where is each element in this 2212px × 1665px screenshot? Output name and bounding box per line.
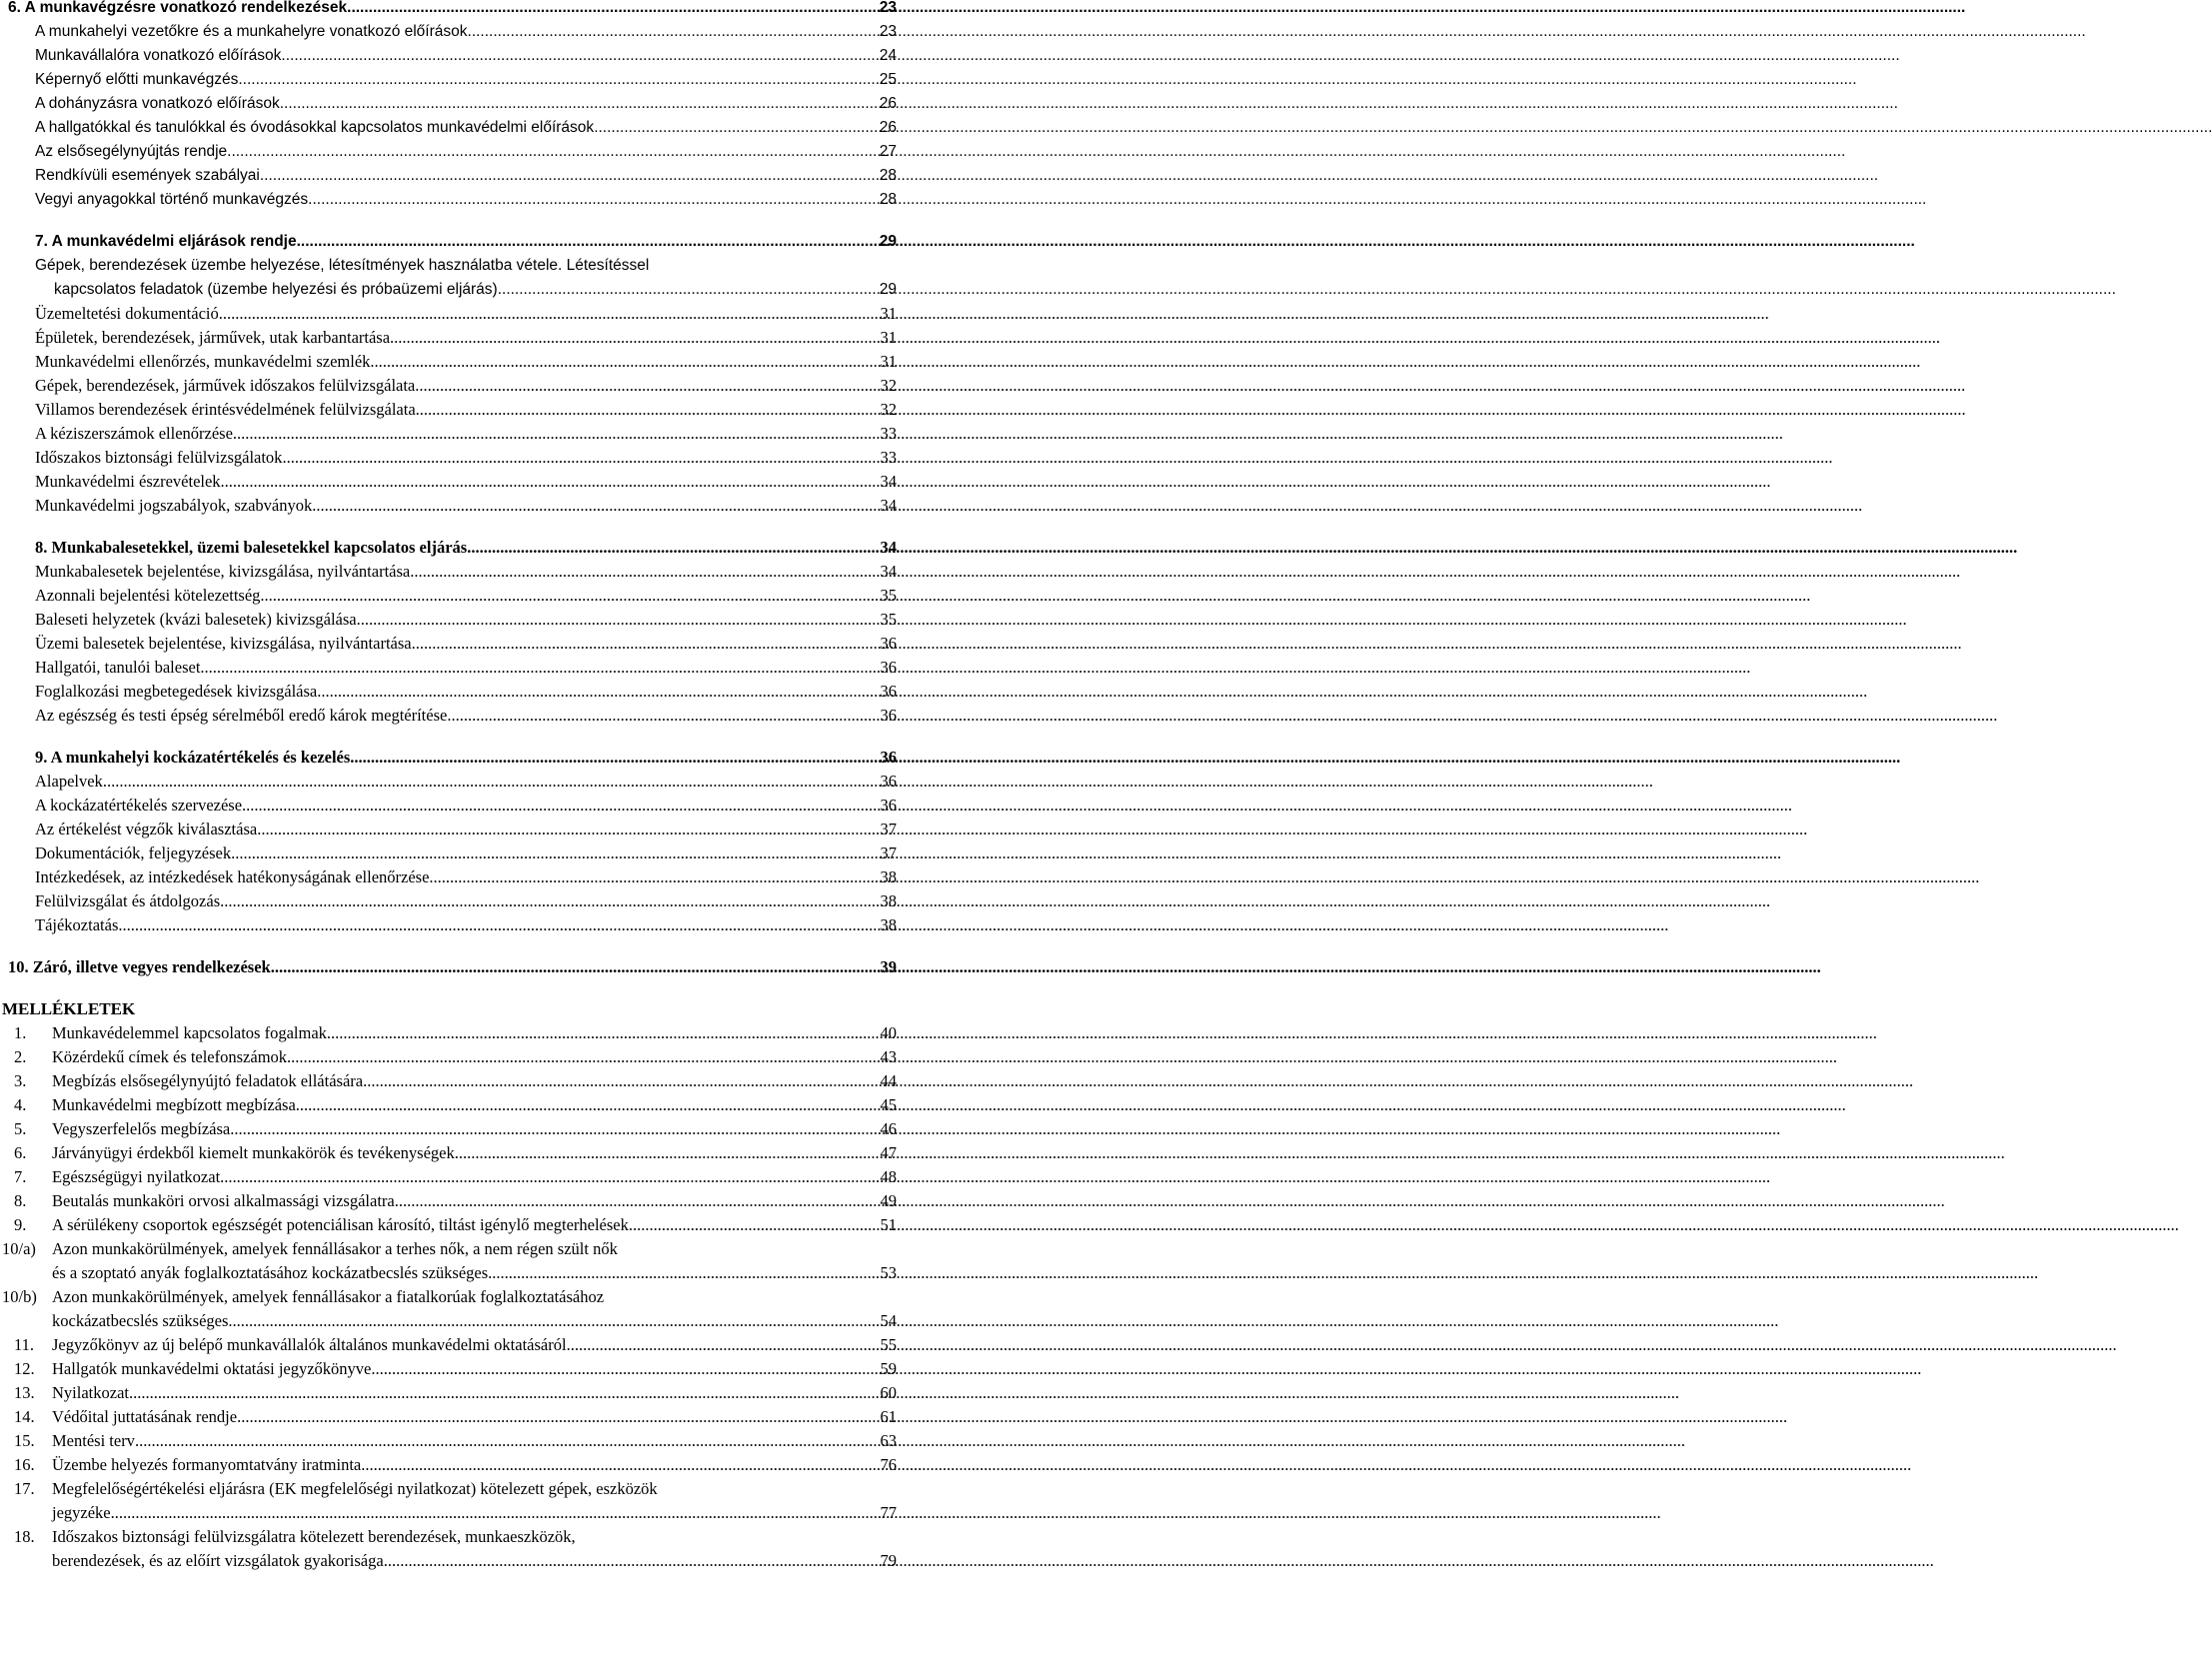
dot-leader: [242, 794, 879, 818]
toc-entry-page: 35: [880, 610, 897, 629]
toc-entry-page: 29: [879, 233, 897, 250]
appendix-number: 16.: [14, 1455, 35, 1474]
dot-leader: [257, 818, 879, 841]
toc-entry-title: Az elsősegélynyújtás rendje: [35, 143, 228, 160]
appendix-number: 13.: [14, 1383, 35, 1402]
toc-entry-page: 77: [880, 1503, 897, 1522]
toc-entry-title: Munkavédelmi ellenőrzés, munkavédelmi szemlék: [35, 352, 371, 371]
toc-entry-title: és a szoptató anyák foglalkoztatásához kockázatbecslés szükséges: [52, 1263, 489, 1282]
dot-leader: [327, 1021, 880, 1045]
appendix-number: 11.: [14, 1335, 35, 1354]
toc-entry[interactable]: [14, 1189, 897, 1213]
toc-entry-title: Jegyzőkönyv az új belépő munkavállalók általános munkavédelmi oktatásáról: [52, 1335, 567, 1354]
dot-leader: [228, 1309, 879, 1333]
toc-entry[interactable]: [14, 1453, 897, 1477]
appendix-heading: MELLÉKLETEK: [2, 999, 136, 1018]
toc-entry-title: Hallgatók munkavédelmi oktatási jegyzőkönyve: [52, 1359, 372, 1378]
toc-entry-title: A kéziszerszámok ellenőrzése: [35, 424, 233, 443]
toc-entry[interactable]: [35, 326, 897, 350]
toc-entry-page: 33: [880, 424, 897, 443]
toc-entry[interactable]: [35, 494, 897, 518]
appendix-number: 5.: [14, 1119, 27, 1138]
toc-entry-page: 36: [880, 634, 897, 653]
toc-entry[interactable]: [35, 68, 897, 92]
toc-entry[interactable]: [35, 374, 897, 398]
toc-entry-page: 36: [880, 748, 897, 767]
toc-entry-title: Gépek, berendezések, járművek időszakos felülvizsgálata: [35, 376, 416, 395]
toc-entry-page: 60: [880, 1383, 897, 1402]
toc-entry[interactable]: [35, 302, 897, 326]
toc-entry[interactable]: [35, 818, 897, 841]
toc-entry-page: 46: [880, 1119, 897, 1138]
toc-entry-page: 79: [880, 1551, 897, 1570]
toc-entry-title: Időszakos biztonsági felülvizsgálatra kötelezett berendezések, munkaeszközök,: [52, 1527, 576, 1546]
toc-entry-title: A munkahelyi vezetőkre és a munkahelyre vonatkozó előírások: [35, 23, 468, 40]
dot-leader: [271, 955, 880, 979]
toc-entry[interactable]: [35, 560, 897, 584]
dot-leader: [412, 632, 880, 656]
appendix-number: 15.: [14, 1431, 35, 1450]
toc-entry[interactable]: [35, 632, 897, 656]
dot-leader: [260, 584, 879, 608]
appendix-number: 18.: [14, 1527, 35, 1546]
dot-leader: [312, 494, 879, 518]
toc-entry-title: Munkavédelmi észrevételek: [35, 472, 221, 491]
toc-entry-title: Alapelvek: [35, 772, 103, 791]
toc-entry-title: A kockázatértékelés szervezése: [35, 796, 243, 815]
toc-entry-title: Munkavédelemmel kapcsolatos fogalmak: [52, 1023, 327, 1042]
toc-entry-title: Munkabalesetek bejelentése, kivizsgálása, nyilvántartása: [35, 562, 411, 581]
toc-entry[interactable]: [35, 140, 897, 164]
toc-entry-title: Rendkívüli események szabályai: [35, 167, 260, 184]
toc-entry-page: 36: [880, 772, 897, 791]
toc-entry-title: Időszakos biztonsági felülvizsgálatok: [35, 448, 283, 467]
toc-entry-page: 36: [880, 706, 897, 725]
appendix-number: 8.: [14, 1191, 27, 1210]
dot-leader: [363, 1069, 879, 1093]
toc-entry-page: 76: [880, 1455, 897, 1474]
toc-entry[interactable]: [14, 1021, 897, 1045]
toc-entry[interactable]: [52, 1501, 897, 1525]
toc-entry-page: 26: [879, 119, 897, 136]
dot-leader: [231, 841, 879, 865]
toc-entry[interactable]: [14, 1165, 897, 1189]
toc-entry-page: 32: [880, 376, 897, 395]
toc-entry-title: 10. Záró, illetve vegyes rendelkezések: [8, 957, 271, 976]
dot-leader: [281, 44, 878, 68]
appendix-number: 12.: [14, 1359, 35, 1378]
toc-entry-title: Az értékelést végzők kiválasztása: [35, 820, 258, 838]
toc-entry-title: Tájékoztatás: [35, 915, 119, 934]
toc-entry-title: Vegyi anyagokkal történő munkavégzés: [35, 191, 309, 208]
toc-entry[interactable]: [35, 20, 897, 44]
appendix-number: 17.: [14, 1479, 35, 1498]
dot-leader: [567, 1333, 880, 1357]
toc-entry[interactable]: [35, 422, 897, 446]
toc-entry-title: kapcsolatos feladatok (üzembe helyezési és próbaüzemi eljárás): [54, 281, 498, 298]
dot-leader: [118, 913, 879, 937]
toc-entry-page: 25: [879, 71, 897, 88]
toc-entry-page: 53: [880, 1263, 897, 1282]
toc-entry-title: Üzemeltetési dokumentáció: [35, 304, 219, 323]
dot-leader: [220, 1165, 879, 1189]
toc-entry-page: 31: [880, 304, 897, 323]
toc-entry[interactable]: [54, 278, 897, 302]
dot-leader: [415, 374, 879, 398]
toc-entry-page: 34: [880, 562, 897, 581]
toc-entry-page: 37: [880, 843, 897, 862]
toc-entry-title: Járványügyi érdekből kiemelt munkakörök és tevékenységek: [52, 1143, 455, 1162]
toc-entry-title: Azonnali bejelentési kötelezettség: [35, 586, 261, 605]
dot-leader: [317, 680, 879, 704]
toc-entry-page: 33: [880, 448, 897, 467]
toc-entry-title: Közérdekű címek és telefonszámok: [52, 1047, 288, 1066]
toc-entry[interactable]: [35, 656, 897, 680]
dot-leader: [103, 770, 880, 794]
dot-leader: [111, 1501, 880, 1525]
toc-entry-title: Épületek, berendezések, járművek, utak karbantartása: [35, 328, 391, 347]
toc-entry-title: 8. Munkabalesetekkel, üzemi balesetekkel kapcsolatos eljárás: [35, 538, 468, 557]
dot-leader: [287, 1045, 879, 1069]
toc-entry-page: 35: [880, 586, 897, 605]
dot-leader: [370, 350, 879, 374]
toc-entry[interactable]: [35, 44, 897, 68]
appendix-number: 2.: [14, 1047, 27, 1066]
toc-entry-title: Gépek, berendezések üzembe helyezése, létesítmények használatba vétele. Létesítéssel: [35, 257, 650, 274]
toc-entry-title: Beutalás munkaköri orvosi alkalmassági vizsgálatra: [52, 1191, 395, 1210]
dot-leader: [282, 446, 879, 470]
appendix-number: 4.: [14, 1095, 27, 1114]
dot-leader: [129, 1381, 880, 1405]
toc-entry-title: Munkavállalóra vonatkozó előírások: [35, 47, 282, 64]
toc-entry[interactable]: [14, 1093, 897, 1117]
toc-entry-title: 9. A munkahelyi kockázatértékelés és kezelés: [35, 748, 351, 767]
toc-entry[interactable]: [35, 470, 897, 494]
toc-entry-page: 38: [880, 867, 897, 886]
dot-leader: [280, 92, 879, 116]
toc-entry[interactable]: [2, 1285, 897, 1309]
toc-entry[interactable]: [35, 608, 897, 632]
toc-entry-page: 39: [880, 957, 897, 976]
dot-leader: [350, 746, 879, 770]
toc-entry-title: kockázatbecslés szükséges: [52, 1311, 229, 1330]
toc-entry[interactable]: [14, 1045, 897, 1069]
dot-leader: [237, 1405, 879, 1429]
toc-entry-page: 48: [880, 1167, 897, 1186]
dot-leader: [416, 398, 880, 422]
dot-leader: [447, 704, 879, 728]
appendix-number: 10/b): [2, 1287, 37, 1306]
toc-entry-page: 45: [880, 1095, 897, 1114]
dot-leader: [395, 1189, 880, 1213]
dot-leader: [357, 608, 880, 632]
toc-entry-page: 28: [879, 191, 897, 208]
toc-entry[interactable]: [35, 350, 897, 374]
toc-entry-page: 29: [879, 281, 897, 298]
toc-entry[interactable]: [52, 1549, 897, 1573]
dot-leader: [230, 1117, 879, 1141]
toc-entry-page: 36: [880, 796, 897, 815]
toc-entry-page: 49: [880, 1191, 897, 1210]
toc-entry[interactable]: [35, 865, 897, 889]
toc-entry[interactable]: [35, 680, 897, 704]
toc-entry-page: 55: [880, 1335, 897, 1354]
dot-leader: [200, 656, 879, 680]
toc-entry-title: Intézkedések, az intézkedések hatékonyságának ellenőrzése: [35, 867, 430, 886]
toc-entry[interactable]: [35, 841, 897, 865]
dot-leader: [594, 116, 879, 140]
toc-entry[interactable]: [35, 770, 897, 794]
toc-entry[interactable]: [35, 446, 897, 470]
dot-leader: [429, 865, 879, 889]
toc-entry-title: Azon munkakörülmények, amelyek fennállásakor a terhes nők, a nem régen szült nők: [52, 1239, 618, 1258]
toc-entry[interactable]: [35, 92, 897, 116]
toc-entry[interactable]: [14, 1477, 897, 1501]
toc-entry-title: Üzemi balesetek bejelentése, kivizsgálása, nyilvántartása: [35, 634, 412, 653]
toc-entry[interactable]: [2, 1237, 897, 1261]
dot-leader: [488, 1261, 879, 1285]
toc-entry-title: Védőital juttatásának rendje: [52, 1407, 238, 1426]
toc-entry[interactable]: [8, 955, 897, 979]
toc-entry-title: 6. A munkavégzésre vonatkozó rendelkezések: [8, 0, 348, 16]
toc-entry-page: 34: [880, 472, 897, 491]
toc-entry[interactable]: [8, 0, 897, 20]
toc-entry[interactable]: [14, 1429, 897, 1453]
toc-entry-title: A sérülékeny csoportok egészségét potenciálisan károsító, tiltást igénylő megterhelések: [52, 1215, 629, 1234]
toc-entry-title: Hallgatói, tanulói baleset: [35, 658, 201, 677]
toc-entry[interactable]: [14, 1141, 897, 1165]
toc-entry-page: 44: [880, 1071, 897, 1090]
toc-entry[interactable]: [35, 188, 897, 212]
dot-leader: [219, 302, 880, 326]
table-of-contents: [0, 0, 960, 1665]
toc-entry[interactable]: [35, 889, 897, 913]
toc-entry[interactable]: [35, 913, 897, 937]
toc-entry-page: 31: [880, 328, 897, 347]
toc-entry-page: 27: [879, 143, 897, 160]
toc-entry[interactable]: [14, 1525, 897, 1549]
toc-entry-title: Képernyő előtti munkavégzés: [35, 71, 239, 88]
toc-entry-title: A hallgatókkal és tanulókkal és óvodásokkal kapcsolatos munkavédelmi előírások: [35, 119, 595, 136]
toc-entry-title: Foglalkozási megbetegedések kivizsgálása: [35, 682, 318, 701]
dot-leader: [296, 1093, 880, 1117]
dot-leader: [371, 1357, 879, 1381]
toc-entry[interactable]: [35, 398, 897, 422]
toc-entry-page: 28: [879, 167, 897, 184]
toc-entry[interactable]: [14, 1405, 897, 1429]
dot-leader: [455, 1141, 880, 1165]
toc-entry-page: 59: [880, 1359, 897, 1378]
toc-entry-title: Dokumentációk, feljegyzések: [35, 843, 232, 862]
toc-entry[interactable]: [35, 584, 897, 608]
toc-entry-title: Azon munkakörülmények, amelyek fennállásakor a fiatalkorúak foglalkoztatásához: [52, 1287, 605, 1306]
appendix-number: 6.: [14, 1143, 27, 1162]
toc-entry-title: Munkavédelmi megbízott megbízása: [52, 1095, 296, 1114]
toc-entry-title: Nyilatkozat: [52, 1383, 129, 1402]
dot-leader: [629, 1213, 880, 1237]
dot-leader: [361, 1453, 879, 1477]
dot-leader: [410, 560, 879, 584]
toc-entry-title: berendezések, és az előírt vizsgálatok gyakorisága: [52, 1551, 384, 1570]
toc-entry[interactable]: [14, 1381, 897, 1405]
toc-entry-page: 32: [880, 400, 897, 419]
dot-leader: [220, 889, 879, 913]
dot-leader: [308, 188, 879, 212]
toc-entry-page: 34: [880, 496, 897, 515]
dot-leader: [384, 1549, 880, 1573]
dot-leader: [135, 1429, 880, 1453]
dot-leader: [390, 326, 879, 350]
toc-entry-page: 54: [880, 1311, 897, 1330]
toc-entry-page: 34: [880, 538, 897, 557]
toc-entry-title: 7. A munkavédelmi eljárások rendje: [35, 233, 297, 250]
dot-leader: [238, 68, 878, 92]
toc-entry-page: 40: [880, 1023, 897, 1042]
toc-entry-title: Az egészség és testi épség sérelméből eredő károk megtérítése: [35, 706, 448, 725]
toc-entry-page: 63: [880, 1431, 897, 1450]
toc-entry[interactable]: [14, 1357, 897, 1381]
appendix-number: 10/a): [2, 1239, 36, 1258]
appendix-number: 9.: [14, 1215, 27, 1234]
appendix-number: 14.: [14, 1407, 35, 1426]
toc-entry[interactable]: [35, 164, 897, 188]
toc-entry-title: Egészségügyi nyilatkozat: [52, 1167, 221, 1186]
toc-entry[interactable]: [14, 1333, 897, 1357]
toc-entry-title: jegyzéke: [52, 1503, 111, 1522]
toc-entry-page: 23: [879, 23, 897, 40]
toc-entry-title: Üzembe helyezés formanyomtatvány iratminta: [52, 1455, 362, 1474]
toc-entry-page: 51: [880, 1215, 897, 1234]
toc-entry-page: 24: [879, 47, 897, 64]
dot-leader: [233, 422, 880, 446]
toc-entry[interactable]: [35, 746, 897, 770]
toc-entry-page: 31: [880, 352, 897, 371]
dot-leader: [227, 140, 879, 164]
toc-entry-page: 61: [880, 1407, 897, 1426]
toc-entry[interactable]: [35, 536, 897, 560]
toc-entry[interactable]: [35, 254, 897, 278]
toc-entry-title: Munkavédelmi jogszabályok, szabványok: [35, 496, 313, 515]
appendix-number: 3.: [14, 1071, 27, 1090]
toc-entry[interactable]: [52, 1261, 897, 1285]
toc-entry[interactable]: [35, 704, 897, 728]
toc-entry-page: 47: [880, 1143, 897, 1162]
toc-entry[interactable]: [14, 1213, 897, 1237]
toc-entry-page: 38: [880, 891, 897, 910]
toc-entry-page: 37: [880, 820, 897, 838]
dot-leader: [468, 20, 879, 44]
toc-entry-title: Vegyszerfelelős megbízása: [52, 1119, 231, 1138]
dot-leader: [467, 536, 879, 560]
appendix-number: 7.: [14, 1167, 27, 1186]
appendix-number: 1.: [14, 1023, 27, 1042]
toc-entry-title: A dohányzásra vonatkozó előírások: [35, 95, 280, 112]
toc-entry-title: Mentési terv: [52, 1431, 135, 1450]
toc-entry-page: 36: [880, 658, 897, 677]
toc-entry[interactable]: [14, 1117, 897, 1141]
toc-entry[interactable]: [35, 794, 897, 818]
dot-leader: [221, 470, 880, 494]
toc-entry-page: 38: [880, 915, 897, 934]
dot-leader: [347, 0, 879, 20]
toc-entry-title: Felülvizsgálat és átdolgozás: [35, 891, 221, 910]
dot-leader: [297, 230, 879, 254]
toc-entry-page: 43: [880, 1047, 897, 1066]
toc-entry-title: Villamos berendezések érintésvédelmének felülvizsgálata: [35, 400, 416, 419]
toc-entry[interactable]: [35, 116, 897, 140]
toc-entry[interactable]: [52, 1309, 897, 1333]
toc-entry-title: Baleseti helyzetek (kvázi balesetek) kivizsgálása: [35, 610, 357, 629]
dot-leader: [260, 164, 879, 188]
toc-entry-title: Megfelelőségértékelési eljárásra (EK megfelelőségi nyilatkozat) kötelezett gépek, eszközök: [52, 1479, 658, 1498]
toc-entry-page: 23: [879, 0, 897, 16]
toc-entry-page: 36: [880, 682, 897, 701]
toc-entry[interactable]: [35, 230, 897, 254]
dot-leader: [498, 278, 879, 302]
toc-entry-title: Megbízás elsősegélynyújtó feladatok ellátására: [52, 1071, 364, 1090]
toc-entry-page: 26: [879, 95, 897, 112]
toc-entry[interactable]: [14, 1069, 897, 1093]
